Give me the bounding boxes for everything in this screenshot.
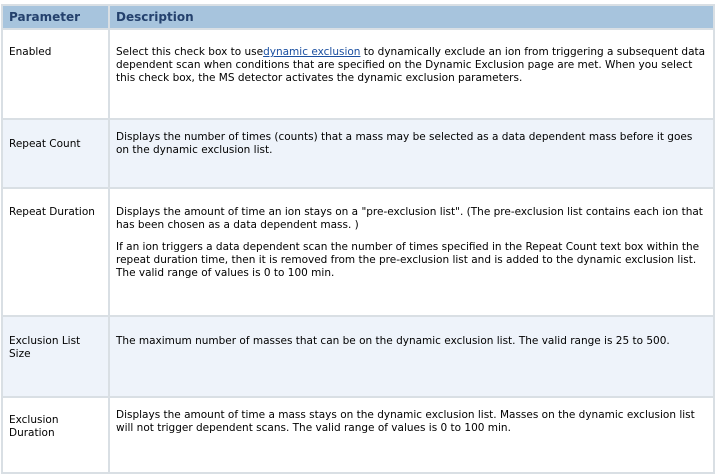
parameter-description (109, 316, 714, 397)
parameter-description (109, 29, 714, 119)
parameter-name: Exclusion Duration (2, 397, 109, 473)
description-text: to dynamically exclude an ion from triggering a subsequent data dependent scan when conditions that are specified on the Dynamic Exclusion page are met. When you select this check box, the MS detector activates the dynamic exclusion parameters. (116, 46, 706, 84)
column-header-description: Description (109, 5, 714, 29)
parameter-name: Enabled (2, 29, 109, 119)
description-text: Displays the amount of time an ion stays on a "pre-exclusion list". (The pre-exclusion list contains each ion that has been chosen as a data dependent mass. ) (116, 206, 703, 231)
description-text: The maximum number of masses that can be on the dynamic exclusion list. The valid range is 25 to 500. (116, 335, 670, 347)
column-header-parameter: Parameter (2, 5, 109, 29)
parameter-description (109, 188, 714, 316)
parameter-description (109, 119, 714, 188)
dynamic-exclusion-link[interactable]: dynamic exclusion (263, 46, 361, 58)
table-row-repeat-count (2, 119, 714, 188)
parameters-table (1, 4, 715, 474)
table-row-exclusion-list-size (2, 316, 714, 397)
parameter-name: Exclusion List Size (2, 316, 109, 397)
parameter-name: Repeat Duration (2, 188, 109, 316)
description-text: Displays the number of times (counts) that a mass may be selected as a data dependent mass before it goes on the dynamic exclusion list. (116, 131, 693, 156)
table-row-enabled (2, 29, 714, 119)
description-text: If an ion triggers a data dependent scan the number of times specified in the Repeat Count text box within the repeat duration time, then it is removed from the pre-exclusion list and is added to the dynamic exclusion list. The valid range of values is 0 to 100 min. (116, 241, 700, 279)
parameter-description (109, 397, 714, 473)
table-row-repeat-duration (2, 188, 714, 316)
description-text: Displays the amount of time a mass stays on the dynamic exclusion list. Masses on the dynamic exclusion list will not trigger dependent scans. The valid range of values is 0 to 100 min. (116, 409, 695, 434)
table-row-exclusion-duration (2, 397, 714, 473)
table-header-row (2, 5, 714, 29)
description-text: Select this check box to use (116, 46, 264, 58)
parameter-name: Repeat Count (2, 119, 109, 188)
